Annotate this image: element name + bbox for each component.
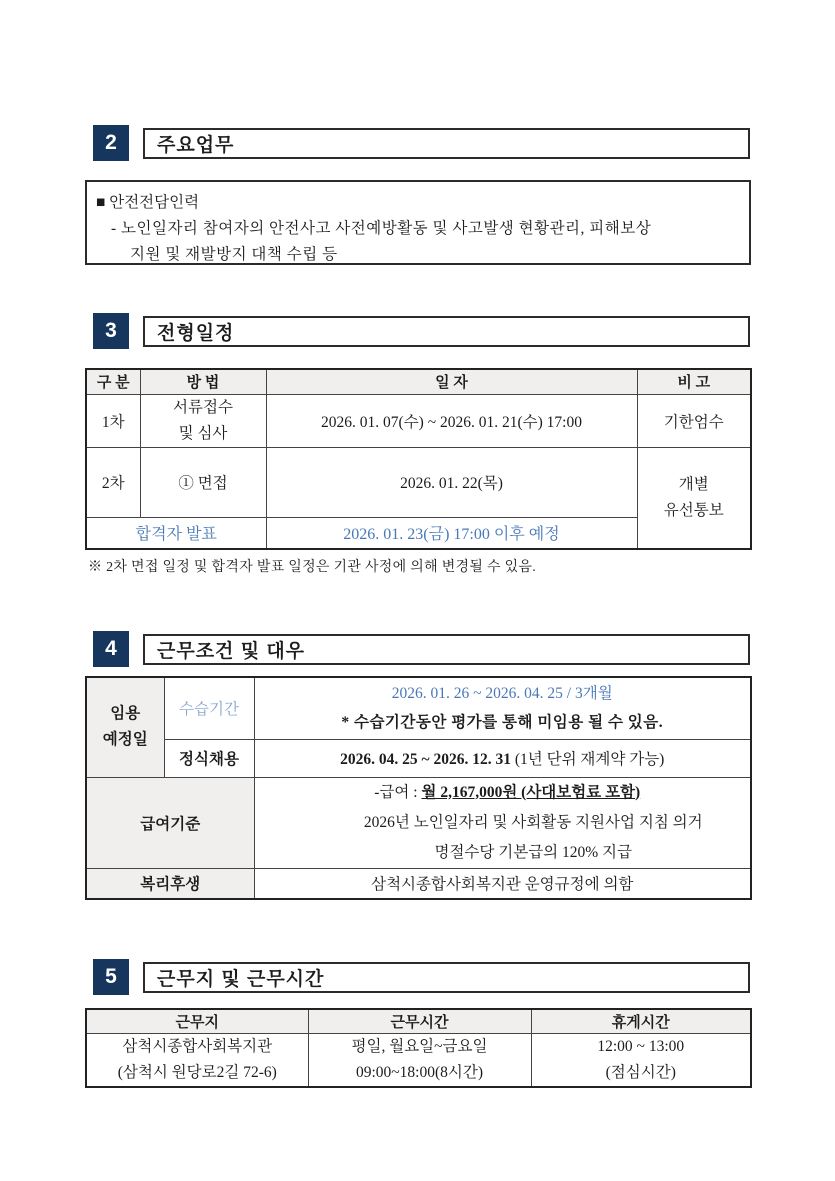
workplace-body-row [86,1033,751,1087]
welfare-label: 복리후생 [86,868,254,899]
round1-label: 1차 [86,394,140,447]
workplace-break-cell [531,1033,751,1087]
schedule-footnote: ※ 2차 면접 일정 및 합격자 발표 일정은 기관 사정에 의해 변경될 수 있음. [88,560,537,575]
section-5-number-badge: 5 [93,959,129,995]
duties-detail-line-2: 지원 및 재발방지 대책 수립 등 [130,246,338,263]
workplace-hours-cell [308,1033,531,1087]
round1-method-line1: 서류접수 [173,398,233,416]
probation-period: 2026. 01. 26 ~ 2026. 04. 25 / 3개월 [391,685,613,703]
workplace-header-break: 휴게시간 [531,1009,751,1033]
round1-date: 2026. 01. 07(수) ~ 2026. 01. 21(수) 17:00 [266,394,637,447]
schedule-table [85,368,752,550]
schedule-header-row [86,369,751,394]
workplace-hours-line2: 09:00~18:00(8시간) [355,1063,484,1081]
section-4-number-badge: 4 [93,631,129,667]
conditions-table [85,676,752,900]
conditions-row-regular [86,739,751,777]
round2-date: 2026. 01. 22(목) [266,447,637,517]
conditions-row-probation [86,677,751,739]
regular-period: 2026. 04. 25 ~ 2026. 12. 31 [340,751,511,768]
regular-note: (1년 단위 재계약 가능) [510,751,665,768]
salary-amount: 월 2,167,000원 (사대보험료 포함) [421,783,641,801]
section-5-title: 근무지 및 근무시간 [143,962,750,993]
welfare-value: 삼척시종합사회복지관 운영규정에 의함 [254,868,751,899]
round1-method-line2: 및 심사 [178,424,228,442]
appointment-label-line1: 임용 [110,705,141,723]
workplace-place-line2: (삼척시 원당로2길 72-6) [117,1063,277,1081]
round2-remark [637,447,751,549]
workplace-break-line2: (점심시간) [605,1063,676,1081]
section-4-title: 근무조건 및 대우 [143,634,750,665]
conditions-row-welfare [86,868,751,899]
round2-remark-line2: 유선통보 [663,501,724,519]
workplace-place-cell [86,1033,308,1087]
salary-detail [254,777,751,868]
schedule-header-method: 방 법 [140,369,266,394]
salary-label: 급여기준 [86,777,254,868]
round1-method [140,394,266,447]
salary-basis-line: 2026년 노인일자리 및 사회활동 지원사업 지침 의거 [363,813,703,831]
round2-remark-line1: 개별 [678,475,709,493]
schedule-row-round1 [86,394,751,447]
workplace-header-hours: 근무시간 [308,1009,531,1033]
round1-remark: 기한엄수 [637,394,751,447]
section-3-number-badge: 3 [93,313,129,349]
section-2-header [93,124,750,162]
duties-detail-line-1: - 노인일자리 참여자의 안전사고 사전예방활동 및 사고발생 현황관리, 피해보상 [111,220,652,237]
duties-content-box [85,180,751,265]
schedule-header-date: 일 자 [266,369,637,394]
schedule-header-category: 구 분 [86,369,140,394]
workplace-hours-line1: 평일, 월요일~금요일 [351,1037,488,1055]
result-date: 2026. 01. 23(금) 17:00 이후 예정 [266,517,637,549]
section-3-header [93,312,750,350]
salary-prefix: -급여 : [374,783,422,801]
section-3-title: 전형일정 [143,316,750,347]
section-4-header [93,630,750,668]
probation-detail [254,677,751,739]
workplace-table [85,1008,752,1088]
probation-caution: * 수습기간동안 평가를 통해 미임용 될 수 있음. [341,714,664,732]
round2-label: 2차 [86,447,140,517]
appointment-label-line2: 예정일 [102,731,148,749]
duties-bullet-line: ■ 안전전담인력 [96,194,200,211]
appointment-label [86,677,164,777]
section-2-title: 주요업무 [143,128,750,159]
section-5-header [93,958,750,996]
workplace-break-line1: 12:00 ~ 13:00 [597,1037,685,1055]
schedule-row-round2 [86,447,751,517]
workplace-header-place: 근무지 [86,1009,308,1033]
result-label: 합격자 발표 [86,517,266,549]
regular-label: 정식채용 [164,739,254,777]
salary-amount-line [255,778,751,808]
regular-detail [254,739,751,777]
round2-method: ① 면접 [140,447,266,517]
probation-label: 수습기간 [164,677,254,739]
workplace-header-row [86,1009,751,1033]
workplace-place-line1: 삼척시종합사회복지관 [122,1037,273,1055]
section-2-number-badge: 2 [93,125,129,161]
schedule-header-remark: 비 고 [637,369,751,394]
conditions-row-salary [86,777,751,868]
salary-bonus-line: 명절수당 기본급의 120% 지급 [434,843,633,861]
